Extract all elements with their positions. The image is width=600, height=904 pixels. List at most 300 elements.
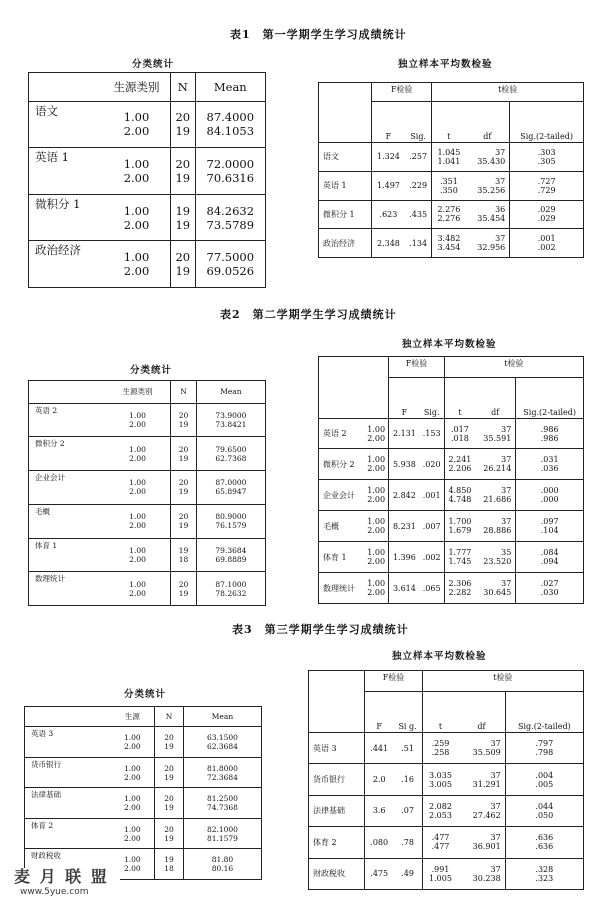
sig-value: .002 — [420, 542, 445, 573]
n-value: 18 — [178, 554, 189, 564]
mean-value: 72.3684 — [206, 772, 238, 782]
group-value: 1.00 — [129, 545, 146, 555]
f-value: 2.842 — [389, 480, 420, 511]
group-cell — [105, 437, 171, 471]
n-value: 20 — [164, 763, 174, 773]
mean-value: 80.9000 — [215, 512, 247, 522]
table-row — [319, 418, 584, 449]
watermark-logo-text: 麦 月 联 盟 — [14, 867, 109, 886]
watermark-url: www.5yue.com — [20, 887, 89, 897]
p-value: .797 — [535, 739, 554, 749]
group-value: 1.00 — [367, 517, 386, 527]
p-value: .029 — [537, 205, 556, 215]
t-value: 3.482 — [437, 234, 461, 244]
subject-cell: 微积分 1 — [319, 200, 369, 229]
group-value: 1.00 — [129, 444, 146, 454]
p-cell — [505, 732, 583, 763]
sig-header: Si g. — [393, 691, 422, 732]
group-value: 2.00 — [129, 453, 146, 463]
t-cell — [432, 200, 466, 229]
f-header: F — [389, 377, 420, 418]
f-value: 1.324 — [371, 143, 405, 172]
df-value: 32.956 — [477, 243, 506, 253]
t-value: 1.041 — [437, 156, 461, 166]
header-row-top — [319, 83, 584, 102]
table-row — [309, 764, 584, 795]
p-value: .094 — [540, 557, 559, 567]
group-value: 1.00 — [123, 110, 150, 125]
group-cell — [103, 241, 171, 288]
p-cell — [516, 511, 584, 542]
t-cell — [422, 732, 458, 763]
t-value: 2.306 — [448, 579, 472, 589]
table2-title: 表2 第二学期学生学习成绩统计 — [220, 308, 397, 321]
df-cell — [475, 573, 516, 604]
n-value: 19 — [164, 855, 174, 865]
t-value: 2.241 — [448, 455, 472, 465]
mean-cell — [183, 788, 261, 819]
sig-value: .49 — [393, 858, 422, 889]
p-value: .031 — [540, 455, 559, 465]
df-value: 37 — [490, 770, 501, 780]
df-cell — [458, 827, 505, 858]
subject-cell: 体育 1 — [29, 538, 105, 572]
group-header: 生源类别 — [103, 73, 171, 102]
t-test-header: t检验 — [422, 671, 583, 692]
mean-cell — [195, 194, 265, 241]
table-row — [309, 732, 584, 763]
n-value: 19 — [164, 772, 174, 782]
group-value: 2.00 — [123, 124, 150, 139]
sig-value: .78 — [393, 827, 422, 858]
df-value: 37 — [501, 517, 512, 527]
mean-value: 78.2632 — [215, 588, 247, 598]
mean-value: 73.8421 — [215, 419, 247, 429]
n-header: N — [155, 707, 184, 727]
p-value: .001 — [537, 234, 556, 244]
table-row — [29, 471, 266, 505]
table-row — [319, 511, 584, 542]
mean-value: 70.6316 — [206, 170, 255, 185]
table-row — [319, 449, 584, 480]
n-header: N — [171, 381, 197, 404]
mean-cell — [183, 727, 261, 758]
table-row — [29, 148, 266, 195]
n-value: 20 — [175, 250, 191, 265]
mean-value: 84.2632 — [206, 203, 255, 218]
f-value: 3.614 — [389, 573, 420, 604]
p-cell — [510, 171, 584, 200]
group-cell — [364, 480, 389, 511]
df-value: 35.509 — [472, 748, 501, 758]
group-value: 1.00 — [123, 855, 141, 865]
t-value: .018 — [451, 433, 469, 443]
df-value: 36 — [495, 205, 506, 215]
group-value: 2.00 — [367, 588, 386, 598]
group-value: 2.00 — [129, 487, 146, 497]
table-row — [319, 229, 584, 258]
mean-cell — [196, 403, 265, 437]
p-value: .986 — [540, 424, 559, 434]
group-value: 1.00 — [367, 579, 386, 589]
table-row — [29, 437, 266, 471]
f-value: 8.231 — [389, 511, 420, 542]
table-row — [29, 241, 266, 288]
df-value: 37 — [490, 833, 501, 843]
n-cell — [155, 727, 184, 758]
table-row — [25, 757, 262, 788]
mean-value: 79.6500 — [215, 444, 247, 454]
n-value: 19 — [178, 453, 189, 463]
group-value: 2.00 — [367, 433, 386, 443]
n-value: 20 — [178, 512, 189, 522]
table-row — [29, 403, 266, 437]
subject-cell: 微积分 2 — [319, 449, 365, 480]
blank-header — [309, 671, 365, 733]
df-value: 37 — [490, 864, 501, 874]
group-cell — [364, 418, 389, 449]
t-value: 1.700 — [448, 517, 472, 527]
t-header: t — [422, 691, 458, 732]
t-value: .017 — [451, 424, 469, 434]
group-value: 2.00 — [123, 803, 141, 813]
subject-cell: 毛概 — [319, 511, 365, 542]
p-cell — [516, 542, 584, 573]
sig-header: Sig. — [420, 377, 445, 418]
df-value: 37 — [495, 234, 506, 244]
mean-cell — [183, 757, 261, 788]
group-value: 1.00 — [123, 203, 150, 218]
t-value: 2.206 — [448, 464, 472, 474]
group-value: 2.00 — [123, 170, 150, 185]
mean-cell — [196, 538, 265, 572]
subject-cell: 财政税收 — [25, 849, 111, 880]
n-value: 19 — [178, 588, 189, 598]
t-value: .350 — [439, 185, 458, 195]
t-cell — [444, 542, 475, 573]
group-value: 2.00 — [123, 864, 141, 874]
group-cell — [364, 449, 389, 480]
t-value: 1.777 — [448, 548, 472, 558]
n-cell — [171, 538, 197, 572]
group-value: 2.00 — [123, 217, 150, 232]
group-value: 2.00 — [367, 495, 386, 505]
df-cell — [458, 764, 505, 795]
table-row — [309, 827, 584, 858]
sig-value: .065 — [420, 573, 445, 604]
p-value: .036 — [540, 464, 559, 474]
df-value: 30.238 — [472, 873, 501, 883]
mean-value: 81.8000 — [206, 763, 238, 773]
mean-value: 72.0000 — [206, 156, 255, 171]
group-value: 2.00 — [123, 772, 141, 782]
df-value: 35.591 — [483, 433, 512, 443]
df-cell — [475, 449, 516, 480]
table2-ind-caption: 独立样本平均数检验 — [402, 339, 497, 350]
n-cell — [155, 849, 184, 880]
t-cell — [444, 480, 475, 511]
subject-cell: 财政税收 — [309, 858, 362, 889]
n-value: 19 — [178, 545, 189, 555]
p-cell — [516, 573, 584, 604]
n-header: N — [171, 73, 196, 102]
n-value: 20 — [178, 478, 189, 488]
df-value: 35.454 — [477, 214, 506, 224]
t-cell — [444, 511, 475, 542]
group-cell — [364, 542, 389, 573]
mean-value: 65.8947 — [215, 487, 247, 497]
df-value: 37 — [501, 579, 512, 589]
df-header: df — [458, 691, 505, 732]
df-value: 37 — [501, 424, 512, 434]
mean-value: 79.3684 — [215, 545, 247, 555]
group-cell — [103, 148, 171, 195]
mean-header: Mean — [196, 381, 265, 404]
n-value: 19 — [164, 742, 174, 752]
t-value: 2.053 — [429, 810, 452, 820]
subject-cell: 法律基础 — [309, 795, 362, 826]
n-cell — [171, 403, 197, 437]
table3-title: 表3 第三学期学生学习成绩统计 — [232, 623, 409, 636]
df-cell — [458, 795, 505, 826]
mean-value: 87.1000 — [215, 579, 247, 589]
t-value: .259 — [431, 739, 450, 749]
mean-cell — [183, 818, 261, 849]
subject-cell: 体育 2 — [309, 827, 362, 858]
group-value: 1.00 — [129, 579, 146, 589]
group-value: 1.00 — [123, 733, 141, 743]
f-value: .623 — [371, 200, 405, 229]
df-value: 37 — [501, 486, 512, 496]
f-value: 1.497 — [371, 171, 405, 200]
df-value: 21.686 — [483, 495, 512, 505]
subject-cell: 英语 1 — [29, 148, 103, 195]
t-value: 2.082 — [429, 801, 452, 811]
group-value: 1.00 — [367, 424, 386, 434]
table-row — [319, 480, 584, 511]
group-value: 1.00 — [367, 486, 386, 496]
group-cell — [105, 572, 171, 606]
p-value: .798 — [535, 748, 554, 758]
group-value: 2.00 — [367, 557, 386, 567]
t-value: 2.282 — [448, 588, 472, 598]
mean-value: 81.80 — [211, 855, 234, 865]
subject-cell: 英语 2 — [29, 403, 105, 437]
group-header: 生源 — [111, 707, 155, 727]
df-value: 35.256 — [477, 185, 506, 195]
subject-cell: 法律基础 — [25, 788, 111, 819]
table2-independent-samples-test — [318, 356, 584, 604]
f-value: 1.396 — [389, 542, 420, 573]
df-value: 36.901 — [472, 842, 501, 852]
t-cell — [444, 418, 475, 449]
p-cell — [505, 827, 583, 858]
sig-value: .257 — [405, 143, 432, 172]
n-cell — [171, 241, 196, 288]
p-value: .097 — [540, 517, 559, 527]
group-value: 2.00 — [367, 526, 386, 536]
p-cell — [516, 418, 584, 449]
mean-cell — [196, 437, 265, 471]
df-value: 35.430 — [477, 156, 506, 166]
n-cell — [171, 437, 197, 471]
p-value: .303 — [537, 147, 556, 157]
header-row — [29, 381, 266, 404]
t-value: 4.748 — [448, 495, 472, 505]
table1-desc-caption: 分类统计 — [132, 59, 175, 70]
f-value: 2.131 — [389, 418, 420, 449]
p-value: .323 — [535, 873, 554, 883]
n-value: 19 — [178, 419, 189, 429]
subject-cell: 英语 3 — [309, 732, 362, 763]
p-cell — [505, 795, 583, 826]
blank-header — [319, 357, 389, 419]
df-value: 27.462 — [472, 810, 501, 820]
table1-ind-caption: 独立样本平均数检验 — [398, 59, 493, 70]
table3-desc-caption: 分类统计 — [124, 689, 167, 700]
subject-cell: 企业会计 — [29, 471, 105, 505]
t-value: .477 — [431, 833, 450, 843]
group-value: 1.00 — [123, 156, 150, 171]
sig-value: .134 — [405, 229, 432, 258]
df-value: 37 — [495, 147, 506, 157]
p-value: .030 — [540, 588, 559, 598]
n-value: 19 — [178, 521, 189, 531]
t-value: 1.005 — [429, 873, 452, 883]
t-cell — [444, 449, 475, 480]
t-cell — [422, 795, 458, 826]
t-value: 2.276 — [437, 214, 461, 224]
t-value: 4.850 — [448, 486, 472, 496]
table-row — [319, 542, 584, 573]
p-cell — [505, 858, 583, 889]
p-cell — [516, 449, 584, 480]
mean-value: 62.3684 — [206, 742, 238, 752]
mean-cell — [196, 504, 265, 538]
mean-header: Mean — [183, 707, 261, 727]
mean-value: 87.0000 — [215, 478, 247, 488]
n-value: 19 — [175, 217, 191, 232]
p-cell — [505, 764, 583, 795]
mean-value: 73.9000 — [215, 410, 247, 420]
f-value: 5.938 — [389, 449, 420, 480]
df-value: 28.886 — [483, 526, 512, 536]
n-cell — [155, 757, 184, 788]
mean-value: 76.1579 — [215, 521, 247, 531]
mean-cell — [195, 241, 265, 288]
group-cell — [364, 511, 389, 542]
subject-cell: 语文 — [29, 101, 103, 148]
f-test-header: F检验 — [389, 357, 445, 378]
group-value: 2.00 — [123, 742, 141, 752]
df-cell — [465, 200, 509, 229]
table1-title: 表1 第一学期学生学习成绩统计 — [230, 28, 407, 41]
p-value: .027 — [540, 579, 559, 589]
n-value: 20 — [175, 110, 191, 125]
table-row — [25, 788, 262, 819]
n-value: 19 — [175, 203, 191, 218]
t-value: 1.679 — [448, 526, 472, 536]
sig-2tailed-header: Sig.(2-tailed) — [505, 691, 583, 732]
sig-2tailed-header: Sig.(2-tailed) — [510, 102, 584, 143]
mean-value: 81.1579 — [206, 833, 238, 843]
n-value: 19 — [164, 833, 174, 843]
f-header: F — [371, 102, 405, 143]
df-header: df — [465, 102, 509, 143]
subject-cell: 货币银行 — [309, 764, 362, 795]
p-value: .050 — [535, 810, 554, 820]
table-row — [29, 101, 266, 148]
p-cell — [510, 200, 584, 229]
n-value: 20 — [175, 156, 191, 171]
group-value: 2.00 — [123, 264, 150, 279]
sig-value: .001 — [420, 480, 445, 511]
group-value: 2.00 — [129, 588, 146, 598]
table3-descriptive-stats — [24, 706, 262, 880]
group-cell — [111, 757, 155, 788]
sig-value: .020 — [420, 449, 445, 480]
table-row — [309, 795, 584, 826]
mean-cell — [196, 471, 265, 505]
f-value: .475 — [365, 858, 394, 889]
t-header: t — [444, 377, 475, 418]
group-value: 1.00 — [123, 763, 141, 773]
subject-cell: 政治经济 — [319, 229, 369, 258]
df-value: 30.645 — [483, 588, 512, 598]
t-header: t — [432, 102, 466, 143]
f-value: 2.0 — [365, 764, 394, 795]
n-value: 20 — [178, 444, 189, 454]
mean-cell — [195, 148, 265, 195]
subject-cell: 微积分 2 — [29, 437, 105, 471]
mean-cell — [183, 849, 261, 880]
subject-cell: 政治经济 — [29, 241, 103, 288]
group-value: 1.00 — [123, 250, 150, 265]
n-value: 19 — [175, 124, 191, 139]
mean-value: 62.7368 — [215, 453, 247, 463]
t-value: .991 — [431, 864, 450, 874]
df-cell — [465, 171, 509, 200]
subject-cell: 企业会计 — [319, 480, 365, 511]
subject-cell: 体育 1 — [319, 542, 365, 573]
n-value: 19 — [175, 170, 191, 185]
n-value: 20 — [164, 824, 174, 834]
df-value: 37 — [501, 455, 512, 465]
n-cell — [171, 504, 197, 538]
group-value: 2.00 — [367, 464, 386, 474]
t-value: 3.005 — [429, 779, 452, 789]
header-row-top — [319, 357, 584, 378]
f-value: 3.6 — [365, 795, 394, 826]
df-value: 31.291 — [472, 779, 501, 789]
df-cell — [475, 418, 516, 449]
table-row — [319, 573, 584, 604]
p-value: .636 — [535, 833, 554, 843]
group-cell — [364, 573, 389, 604]
n-value: 20 — [164, 733, 174, 743]
t-value: 3.035 — [429, 770, 452, 780]
group-cell — [111, 818, 155, 849]
p-value: .636 — [535, 842, 554, 852]
p-value: .729 — [537, 185, 556, 195]
t-value: 3.454 — [437, 243, 461, 253]
df-cell — [475, 480, 516, 511]
p-value: .000 — [540, 495, 559, 505]
t-value: 1.045 — [437, 147, 461, 157]
table-row — [319, 143, 584, 172]
subject-cell: 英语 1 — [319, 171, 369, 200]
n-cell — [171, 194, 196, 241]
